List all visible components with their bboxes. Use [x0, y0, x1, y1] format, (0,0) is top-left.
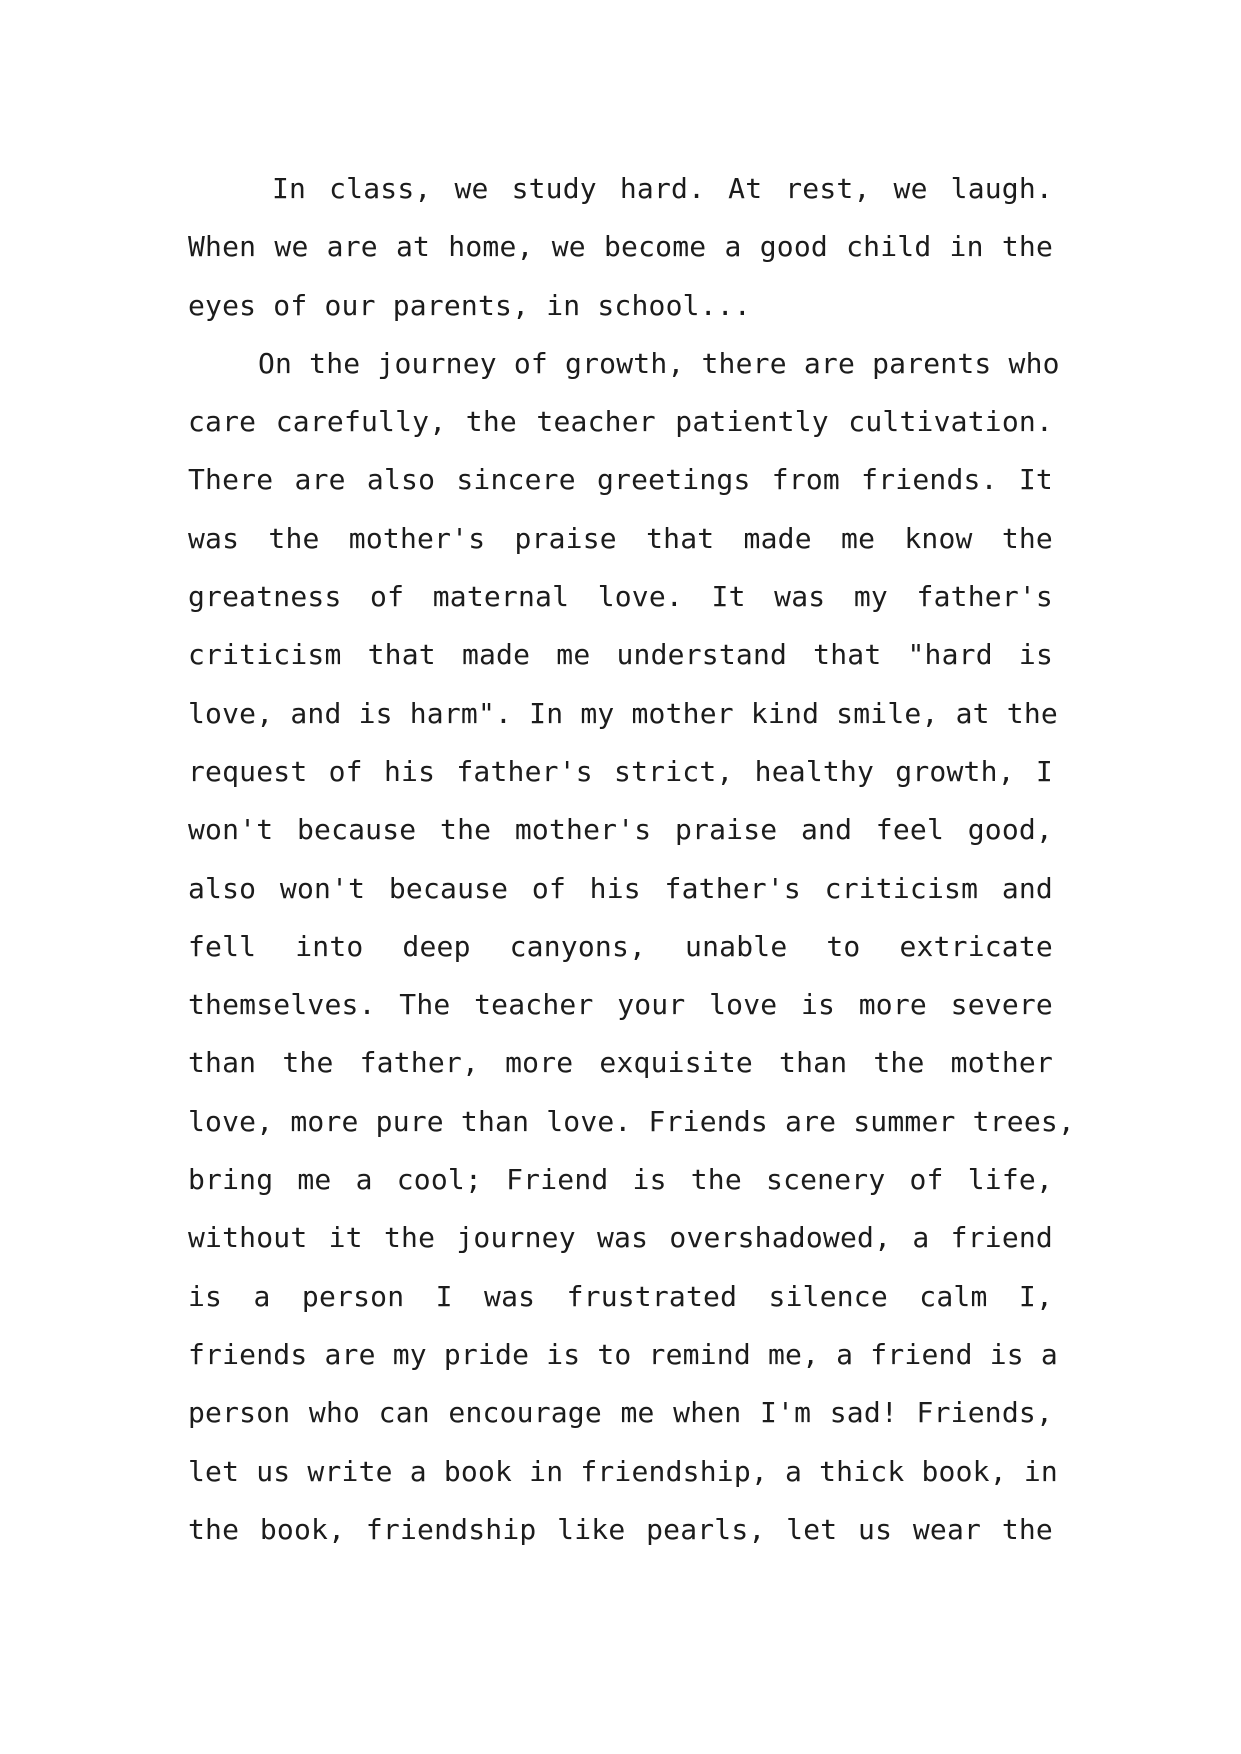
- body-text: [188, 160, 1075, 1559]
- paragraph-1-line-1: In class, we study hard. At rest, we laugh.: [272, 172, 1053, 205]
- paragraph-2-line-19: person who can encourage me when I'm sad! Friends,: [188, 1396, 1053, 1430]
- paragraph-2-line-6: criticism that made me understand that "hard is: [188, 638, 1053, 672]
- paragraph-2-line-4: was the mother's praise that made me know the: [188, 521, 1053, 555]
- paragraph-2-line-1: On the journey of growth, there are parents who: [258, 346, 1060, 380]
- paragraph-2-line-21: the book, friendship like pearls, let us wear the: [188, 1512, 1053, 1546]
- paragraph-2-line-11: fell into deep canyons, unable to extricate: [188, 929, 1053, 963]
- paragraph-2-line-17: is a person I was frustrated silence calm I,: [188, 1279, 1053, 1313]
- paragraph-2-line-5: greatness of maternal love. It was my father's: [188, 580, 1053, 614]
- paragraph-2-line-14: love, more pure than love. Friends are summer trees,: [188, 1104, 1075, 1138]
- paragraph-1-line-3: eyes of our parents, in school...: [188, 288, 751, 322]
- paragraph-2-line-10: also won't because of his father's criticism and: [188, 871, 1053, 905]
- paragraph-2-line-7: love, and is harm". In my mother kind smile, at the: [188, 696, 1058, 730]
- paragraph-2-line-16: without it the journey was overshadowed, a friend: [188, 1221, 1053, 1255]
- paragraph-2-line-15: bring me a cool; Friend is the scenery of life,: [188, 1163, 1053, 1197]
- paragraph-2-line-3: There are also sincere greetings from friends. It: [188, 463, 1053, 497]
- paragraph-2-line-2: care carefully, the teacher patiently cultivation.: [188, 405, 1053, 439]
- paragraph-2-line-18: friends are my pride is to remind me, a friend is a: [188, 1337, 1058, 1371]
- paragraph-2-line-8: request of his father's strict, healthy growth, I: [188, 754, 1053, 788]
- paragraph-2-line-12: themselves. The teacher your love is more severe: [188, 988, 1053, 1022]
- paragraph-2-line-9: won't because the mother's praise and feel good,: [188, 813, 1053, 847]
- paragraph-2-line-13: than the father, more exquisite than the mother: [188, 1046, 1053, 1080]
- paragraph-1-line-2: When we are at home, we become a good child in the: [188, 230, 1053, 264]
- paragraph-2-line-20: let us write a book in friendship, a thick book, in: [188, 1454, 1058, 1488]
